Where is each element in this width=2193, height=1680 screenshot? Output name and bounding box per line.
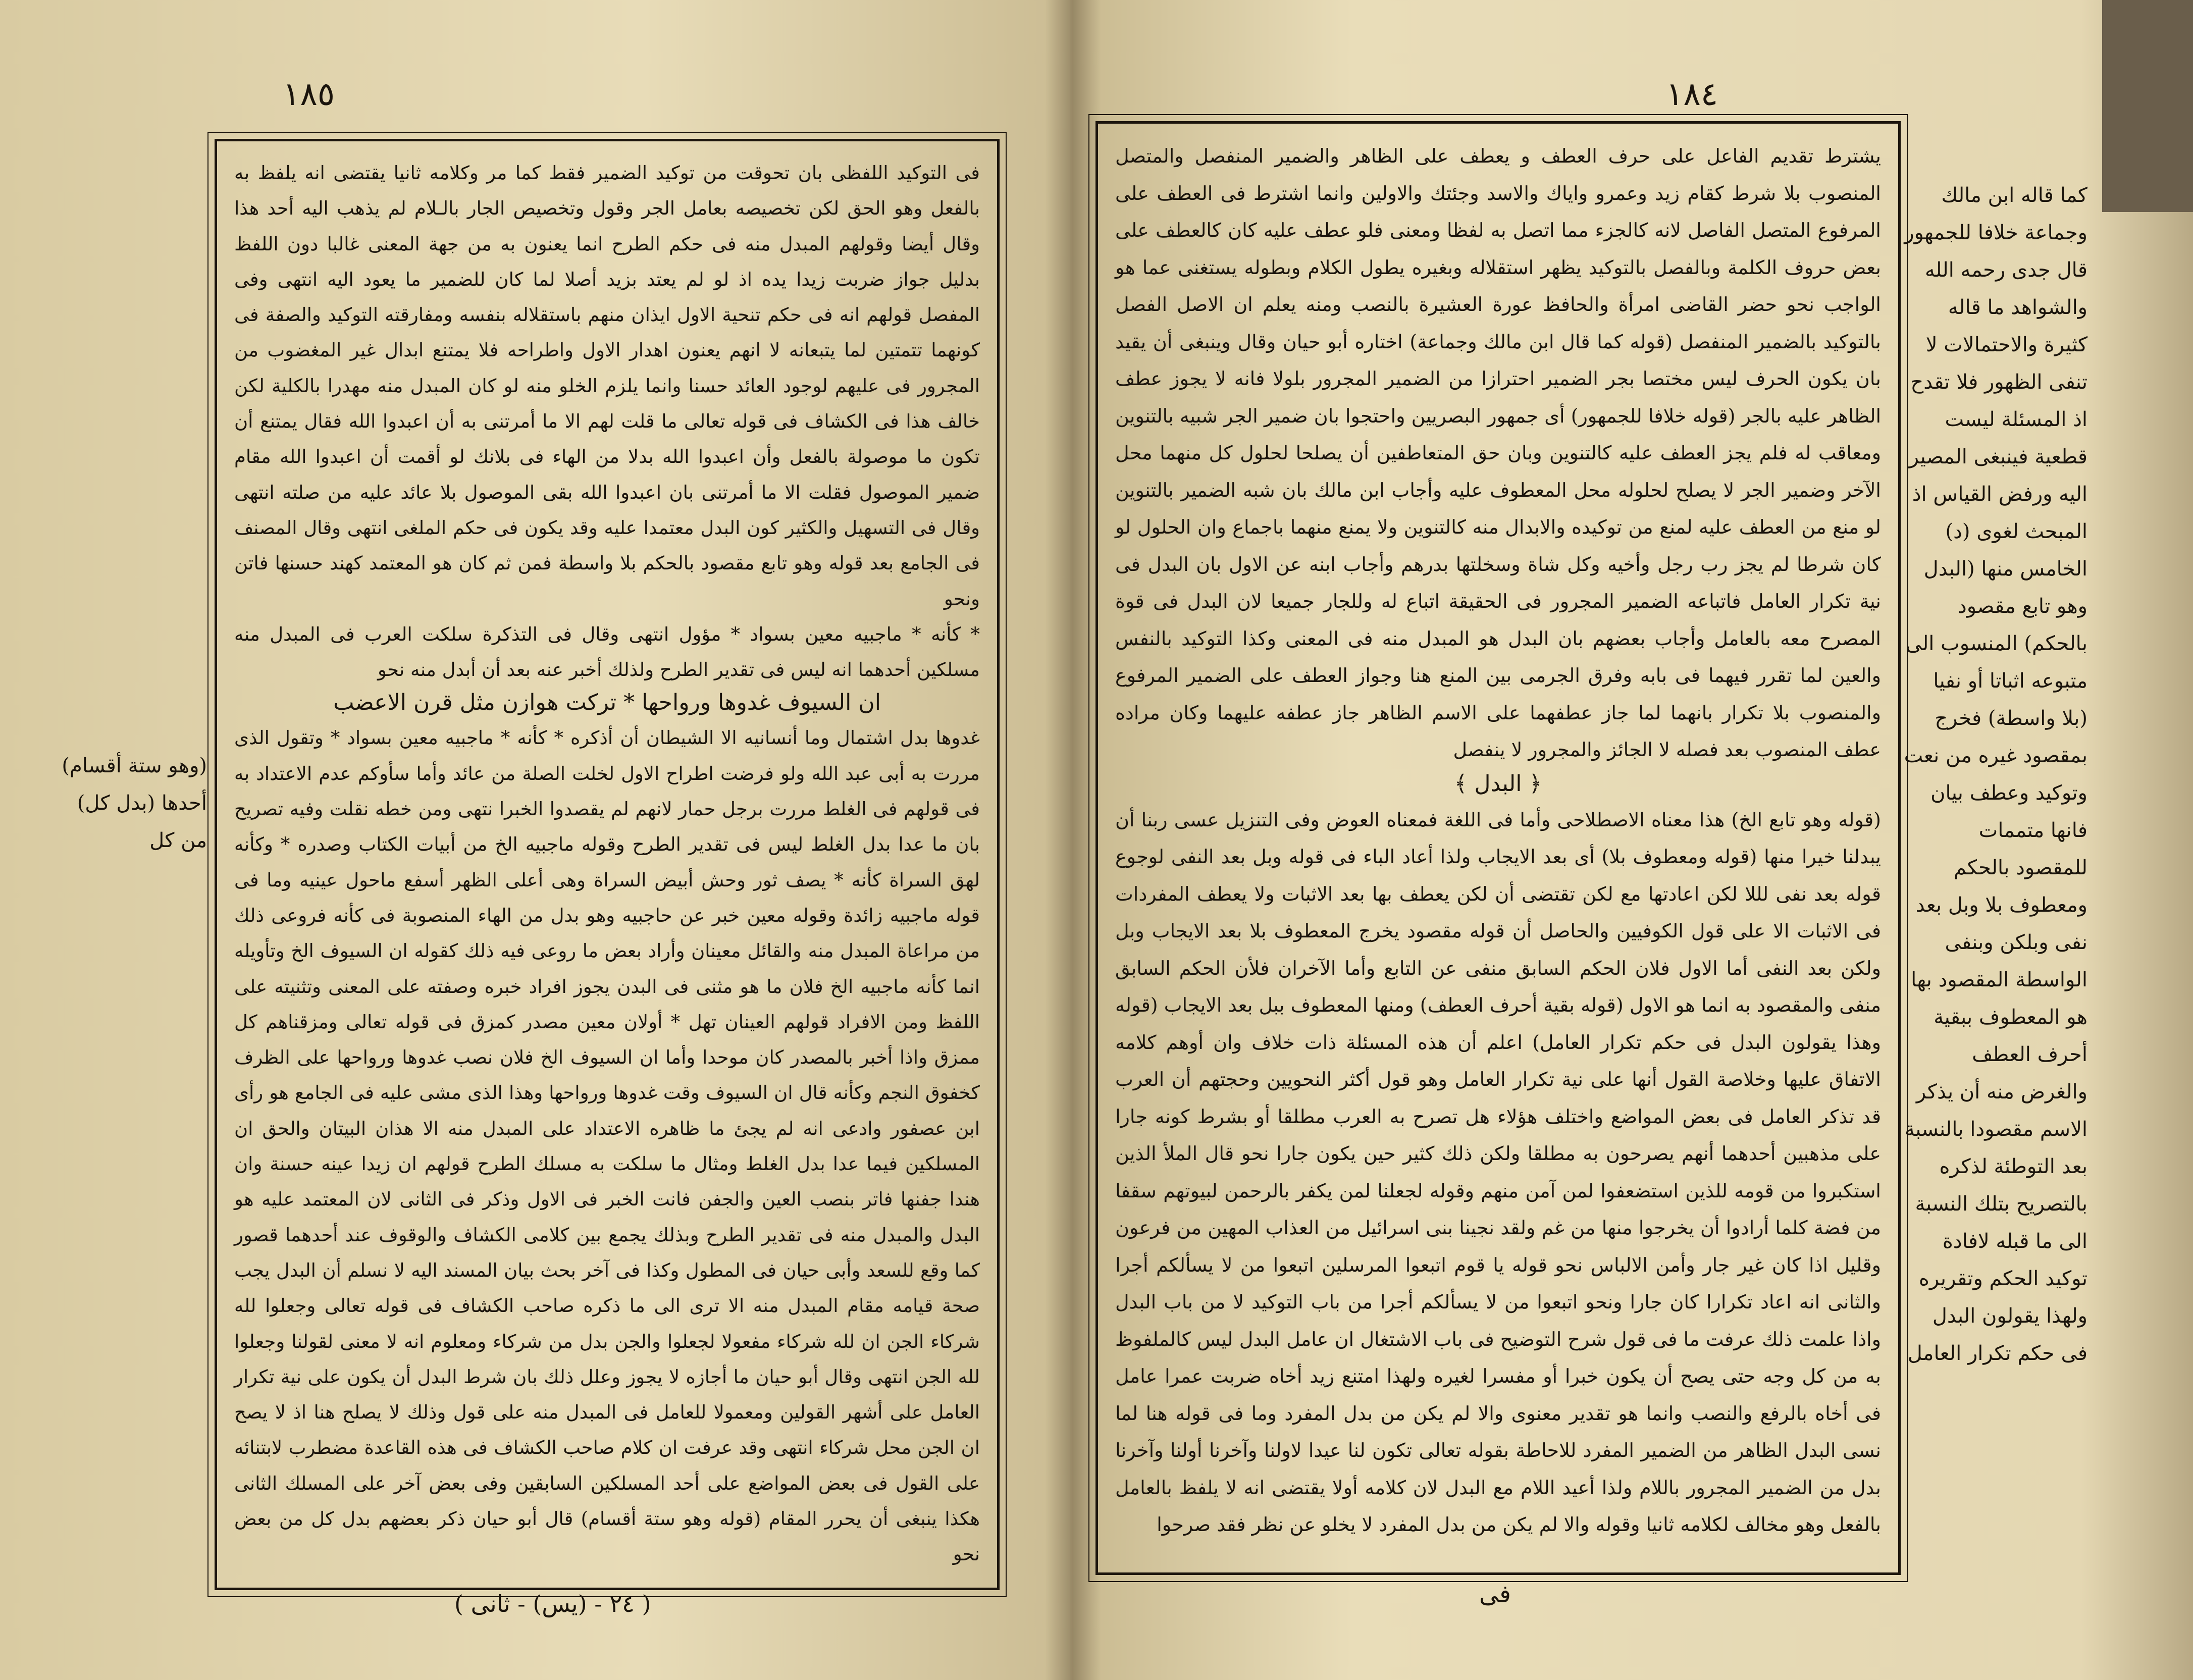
page-number-right: ١٨٤ (1666, 76, 1718, 113)
main-text-frame-right (1095, 121, 1901, 1575)
margin-note-left: (وهو ستة أقسام) أحدها (بدل كل) من كل (62, 754, 207, 852)
margin-note-right: كما قاله ابن مالك وجماعة خلافا للجمهور قال جدى رحمه الله والشواهد ما قاله كثيرة والاحتمالات لا تنفى الظهور فلا تقدح اذ المسئلة ليست قطعية فينبغى المصير اليه ورفض القياس اذ المبحث لغوى (د) الخامس منها (البدل وهو تابع مقصود بالحكم) المنسوب الى متبوعه اثباتا أو نفيا (بلا واسطة) فخرج بمقصود غيره من نعت وتوكيد وعطف بيان فانها متممات للمقصود بالحكم ومعطوف بلا وبل بعد نفى وبلكن وبنفى الواسطة المقصود بها هو المعطوف ببقية أحرف العطف والغرض منه أن يذكر الاسم مقصودا بالنسبة بعد التوطئة لذكره بالتصريح بتلك النسبة الى ما قبله لافادة توكيد الحكم وتقريره ولهذا يقولون البدل فى حكم تكرار العامل (1904, 184, 2087, 1365)
book-spine (1045, 0, 1101, 1680)
section-heading: ﴿ البدل ﴾ (1454, 770, 1542, 797)
body-paragraph: يشترط تقديم الفاعل على حرف العطف و يعطف على الظاهر والضمير المنفصل والمتصل المنصوب بلا شرط كقام زيد وعمرو واياك والاسد وجئتك والاولين وانما اشترط فى العطف على المرفوع المتصل الفاصل لانه كالجزء مما اتصل به لفظا ومعنى فلو عطف عليه كان كالعطف على بعض حروف الكلمة وبالفصل بالتوكيد يظهر استقلاله وبغيره يطول الكلام وبطوله يستغنى عما هو الواجب نحو حضر القاضى امرأة والحافظ عورة العشيرة بالنصب ومنه يعلم ان الاصل الفصل بالتوكيد بالضمير المنفصل (قوله كما قال ابن مالك وجماعة) اختاره أبو حيان وقال وينبغى أن يقيد بان يكون الحرف ليس مختصا بجر الضمير احترازا من الضمير المجرور بلولا فانه لا يجوز عطف الظاهر عليه بالجر (قوله خلافا للجمهور) أى جمهور البصريين واحتجوا بان ضمير الجر شبيه بالتنوين ومعاقب له فلم يجز العطف عليه كالتنوين وبان حق المتعاطفين أن يصلحا لحلول كل منهما محل الآخر وضمير الجر لا يصلح لحلوله محل المعطوف عليه وأجاب ابن مالك بان شبه الضمير بالتنوين لو منع من العطف عليه لمنع من توكيده والابدال منه كالتنوين ولا يمنع منهما باجماع وان الحلول لو كان شرطا لم يجز رب رجل وأخيه وكل شاة وسخلتها بدرهم وأجاب ابنه عن الاول بان البدل فى نية تكرار العامل فاتباعه الضمير المجرور فى الحقيقة اتباع له وللجار جميعا لان البدل فى قوة المصرح معه بالعامل وأجاب بعضهم بان البدل هو المبدل منه فى المعنى وكذا التوكيد بالنفس والعين لما تقرر فيهما فى بابه وفرق الجرمى بين المنع هنا وجواز العطف على الضمير المرفوع والمنصوب بلا تكرار بانهما لما جاز عطفهما على الاسم الظاهر جاز عطفه عليهما وكان مراده عطف المنصوب بعد فصله لا الجائز والمجرور لا ينفصل (1115, 145, 1881, 761)
background-corner (2102, 0, 2193, 212)
body-paragraph: فى التوكيد اللفظى بان تحوقت من توكيد الضمير فقط كما مر وكلامه ثانيا يقتضى انه يلفظ به بالفعل وهو الحق لكن تخصيصه بعامل الجر وقول وتخصيص الجار بالـلام لم يذهب اليه أحد هذا وقال أيضا وقولهم المبدل منه فى حكم الطرح انما يعنون به من جهة المعنى غالبا دون اللفظ بدليل جواز ضربت زيدا يده اذ لو لم يعتد بزيد أصلا لما كان للضمير ما يعود اليه انتهى وفى المفصل قولهم انه فى حكم تنحية الاول ايذان منهم باستقلاله بنفسه ومفارقته التوكيد والصفة فى كونهما تتمتين لما يتبعانه لا انهم يعنون اهدار الاول واطراحه فلا يمتنع ابدال غير المغضوب من المجرور فى عليهم لوجود العائد حسنا وانما يلزم الخلو منه لو كان المبدل منه مهدرا بالكلية لكن خالف هذا فى الكشاف فى قوله تعالى ما قلت لهم الا ما أمرتنى به أن اعبدوا الله فقال يمتنع أن تكون ما موصولة بالفعل وأن اعبدوا الله بدلا من الهاء فى بلانك لو أقمت أن اعبدوا الله مقام ضمير الموصول فقلت الا ما أمرتنى بان اعبدوا الله بقى الموصول بلا عائد عليه من صلته انتهى وقال فى التسهيل والكثير كون البدل معتمدا عليه وقد يكون فى حكم الملغى انتهى وقال المصنف فى الجامع بعد قوله وهو تابع مقصود بالحكم بلا واسطة فمن ثم كان هو المعتمد كهند حسنها فاتن ونحو (234, 162, 980, 610)
body-paragraph: (قوله وهو تابع الخ) هذا معناه الاصطلاحى وأما فى اللغة فمعناه العوض وفى التنزيل عسى ربنا أن يبدلنا خيرا منها (قوله ومعطوف بلا) أى بعد الايجاب ولذا أعاد الباء فى قوله وبل بعد النفى لوجوع قوله بعد نفى لللا لكن اعادتها مع لكن تقتضى أن لكن يعطف بها بعد الاثبات ولا يعطف المفردات فى الاثبات الا على قول الكوفيين والحاصل أن قوله مقصود يخرج المعطوف بلا بعد الايجاب وبل ولكن بعد النفى أما الاول فلان الحكم السابق منفى عن التابع وأما الآخران فلأن الحكم السابق منفى والمقصود به انما هو الاول (قوله بقية أحرف العطف) ومنها المعطوف ببل بعد الايجاب (قوله وهذا يقولون البدل فى حكم تكرار العامل) اعلم أن هذه المسئلة ذات خلاف وان أوهم كلامه الاتفاق عليها وخلاصة القول أنها على نية تكرار العامل وهو قول أكثر النحويين وحجتهم أن العرب قد تذكر العامل فى بعض المواضع واختلف هؤلاء هل تصرح به العرب مطلقا أو بشرط كونه جارا على مذهبين أحدهما أنهم يصرحون به مطلقا ولكن ذلك كثير حين يكون جارا نحو قال الملأ الذين استكبروا من قومه للذين استضعفوا لمن آمن منهم وقوله لجعلنا لمن يكفر بالرحمن لبيوتهم سقفا من فضة كلما أرادوا أن يخرجوا منها من غم ولقد نجينا بنى اسرائيل من العذاب المهين من فرعون وقليل اذا كان غير جار وأمن الالباس نحو قوله يا قوم اتبعوا المرسلين اتبعوا من لا يسألكم أجرا والثانى انه اعاد تكرارا كان جارا ونحو اتبعوا من لا يسألكم أجرا من باب التوكيد لا من باب البدل واذا علمت ذلك عرفت ما فى قول شرح التوضيح فى باب الاشتغال ان عامل البدل ليس كالملفوظ به من كل وجه حتى يصح أن يكون خبرا أو مفسرا لغيره ولهذا امتنع زيد أخاه ضربت عمرا عامل فى أخاه بالرفع والنصب وانما هو تقدير معنوى والا لم يكن من بدل المفرد وما فى قوله هنا لما نسى البدل الظاهر من الضمير المفرد للاحاطة بقوله تعالى تكون لنا عيدا لاولنا وآخرنا أولنا وآخرنا بدل من الضمير المجرور باللام ولذا أعيد اللام مع البدل لان كلامه أولا يقتضى انه لا يلفظ بالعامل بالفعل وهو مخالف لكلامه ثانيا وقوله والا لم يكن من بدل المفرد لا يخلو عن نظر فقد صرحوا (1115, 808, 1881, 1536)
body-paragraph: * كأنه * ماجبيه معين بسواد * مؤول انتهى وقال فى التذكرة سلكت العرب فى المبدل منه مسلكين أحدهما انه ليس فى تقدير الطرح ولذلك أخبر عنه بعد أن أبدل منه نحو (234, 623, 980, 681)
signature-footer: ( ٢٤ - (يس) - ثانى ) (454, 1590, 651, 1617)
body-paragraph: غدوها بدل اشتمال وما أنسانيه الا الشيطان أن أذكره * كأنه * ماجبيه معين بسواد * وتقول الذى مررت به أبى عبد الله ولو فرضت اطراح الاول لخلت الصلة من عائد وأما سأوكم عدم الاعتداد به فى قولهم فى الغلط مررت برجل حمار لانهم لم يقصدوا الخبرا نتهى ومن خطه نقلت وفيه تصريح بان ما عدا بدل الغلط ليس فى تقدير الطرح وقوله ماجبيه الخ من أبيات الكتاب وصدره * وكأنه لهق السراة كأنه * يصف ثور وحش أبيض السراة وهى أعلى الظهر أسفع ماحول عينيه وما فى قوله ماجبيه زائدة وقوله معين خبر عن حاجبيه وهو بدل من الهاء المنصوبة فى كأنه فروعى ذلك من مراعاة المبدل منه والقائل معينان وأراد بعض ما روعى فيه ذلك كقوله ان السيوف الخ وتأويله انما كأنه ماجبيه الخ فلان ما هو مثنى فى البدن يجوز افراد خبره وصفته على المعنى وتثنيته على اللفظ ومن الافراد قولهم العينان تهل * أولان معين مصدر كمزق فى قوله تعالى ومزقناهم كل ممزق واذا أخبر بالمصدر كان موحدا وأما ان السيوف الخ فلان نصب غدوها ورواحها على الظرف كخفوق النجم وكأنه قال ان السيوف وقت غدوها ورواحها وهذا الذى مشى عليه فى الجامع هو رأى ابن عصفور وادعى انه لم يجئ ما ظاهره الاعتداد على المبدل منه الا هذان البيتان والحق ان المسلكين فيما عدا بدل الغلط ومثال ما سلكت به مسلك الطرح قولهم ان زيدا عينه حسنة وان هندا جفنها فاتر بنصب العين والجفن فانت الخبر فى الاول وذكر فى الثانى لان المعتمد عليه هو البدل والمبدل منه فى تقدير الطرح وبذلك يجمع بين كلامى الكشاف والوقوف عند أحدهما قصور كما وقع للسعد وأبى حيان فى المطول وكذا فى آخر بحث بيان المسند اليه لا نسلم أن البدل يجب صحة قيامه مقام المبدل منه الا ترى الى ما ذكره صاحب الكشاف فى قوله تعالى وجعلوا لله شركاء الجن ان لله شركاء مفعولا لجعلوا والجن بدل من شركاء ومعلوم انه لا معنى لقولنا وجعلوا لله الجن انتهى وقال أبو حيان ما أجازه لا يجوز وعلل ذلك بان شرط البدل أن يكون على نية تكرار العامل على أشهر القولين ومعمولا للعامل فى المبدل منه على قول وذلك لا يصلح هنا اذ لا يصح ان الجن محل شركاء انتهى وقد عرفت ان كلام صاحب الكشاف فى هذه القاعدة مضطرب لابتنائه على القول فى بعض المواضع على أحد المسلكين السابقين وفى بعض آخر على المسلك الثانى هكذا ينبغى أن يحرر المقام (قوله وهو ستة أقسام) قال أبو حيان ذكر بعضهم بدل كل من بعض نحو (234, 727, 980, 1565)
main-text-frame-left (215, 139, 1000, 1590)
verse-line: ان السيوف غدوها ورواحها * تركت هوازن مثل قرن الاعضب (333, 690, 881, 716)
page-number-left: ١٨٥ (283, 76, 335, 113)
catchword: فى (1479, 1580, 1511, 1608)
